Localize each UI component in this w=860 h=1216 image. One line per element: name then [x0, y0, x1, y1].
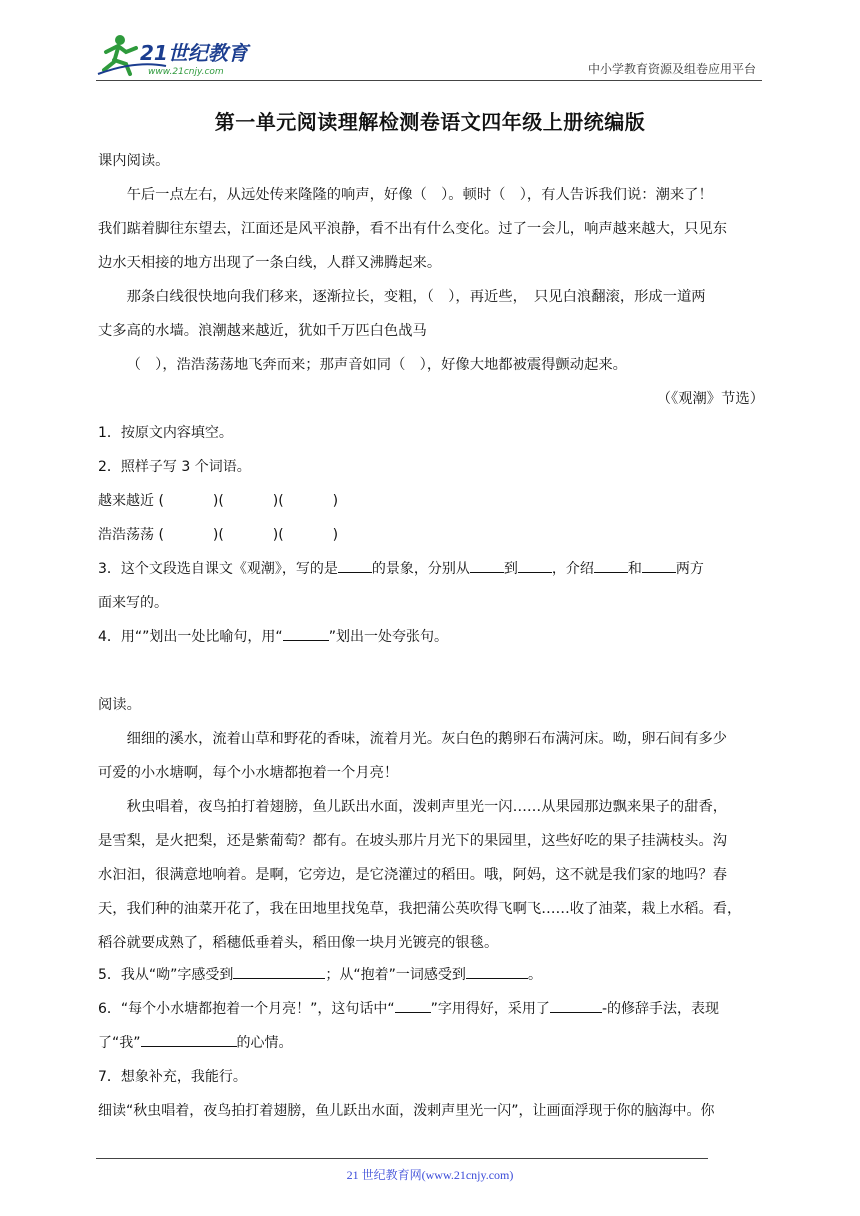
- question-text: ”划出一处比喻句，用“: [142, 629, 283, 645]
- answer-blank[interactable]: [338, 558, 372, 573]
- question-text: 6．“每个小水塘都抱着一个月亮！”，这句话中“: [98, 1001, 395, 1017]
- section2-passage-line: 天，我们种的油菜开花了，我在田地里找兔草，我把蒲公英吹得飞啊飞……收了油菜，栽上水稻。看，: [98, 901, 742, 917]
- logo-21cnjy: [96, 30, 276, 78]
- question-3-line-2: 面来写的。: [98, 595, 168, 611]
- underline-sample: [283, 626, 329, 641]
- section2-heading: 阅读。: [98, 697, 141, 713]
- passage-source: （《观潮》节选）: [656, 391, 764, 407]
- question-text: 3．这个文段选自课文《观潮》，写的是: [98, 561, 338, 577]
- answer-blank[interactable]: [233, 964, 325, 979]
- example-word: 越来越近: [98, 493, 154, 509]
- answer-blank[interactable]: [518, 558, 552, 573]
- question-text: -的修辞手法，表现: [601, 1001, 719, 1017]
- section2-passage-line: 细细的溪水，流着山草和野花的香味，流着月光。灰白色的鹅卵石布满河床。呦，卵石间有多少: [126, 731, 728, 747]
- page-title: 第一单元阅读理解检测卷语文四年级上册统编版: [214, 110, 646, 134]
- header-divider: [96, 80, 762, 81]
- section1-passage-line: 午后一点左右，从远处传来隆隆的响声，好像（ ）。顿时（ ），有人告诉我们说：潮来了！: [126, 187, 713, 203]
- example-word: 浩浩荡荡: [98, 527, 154, 543]
- question-text: 和: [627, 561, 642, 577]
- question-text: 两方: [675, 561, 704, 577]
- section1-heading: 课内阅读。: [98, 153, 170, 169]
- question-text: ；从“抱着”一词感受到: [325, 967, 466, 983]
- question-text: 。: [527, 967, 542, 983]
- answer-blank[interactable]: [395, 998, 431, 1013]
- section2-passage-line: 是雪梨，是火把梨，还是紫葡萄？都有。在坡头那片月光下的果园里，这些好吃的果子挂满枝头。沟: [98, 833, 728, 849]
- section2-passage-line: 水汩汩，很满意地响着。是啊，它旁边，是它浇灌过的稻田。哦，阿妈，这不就是我们家的地吗？春: [98, 867, 728, 883]
- question-2-row-a: [98, 484, 764, 518]
- answer-blank[interactable]: [594, 558, 628, 573]
- footer-divider: [96, 1158, 708, 1159]
- question-text: ，介绍: [551, 561, 594, 577]
- question-text: 了“我”: [98, 1035, 141, 1051]
- section1-passage-line: 丈多高的水墙。浪潮越来越近，犹如千万匹白色战马: [98, 323, 427, 339]
- answer-slots[interactable]: ( )( )( ): [158, 527, 339, 543]
- footer-link[interactable]: 21 世纪教育网(www.21cnjy.com): [346, 1168, 514, 1182]
- section2-passage-line: 秋虫唱着，夜鸟拍打着翅膀，鱼儿跃出水面，泼剌声里光一闪……从果园那边飘来果子的甜香，: [126, 799, 728, 815]
- question-6: [98, 992, 764, 1026]
- section1-passage-line: （ ），浩浩荡荡地飞奔而来；那声音如同（ ），好像大地都被震得颤动起来。: [126, 357, 627, 373]
- question-3: [98, 552, 764, 586]
- question-text: ”字用得好，采用了: [430, 1001, 550, 1017]
- page-header: [96, 30, 762, 80]
- section1-passage-line: 边水天相接的地方出现了一条白线，人群又沸腾起来。: [98, 255, 442, 271]
- question-text: 的心情。: [236, 1035, 293, 1051]
- section1-passage-line: 那条白线很快地向我们移来，逐渐拉长，变粗，（ ），再近些， 只见白浪翻滚，形成一道两: [126, 289, 706, 305]
- answer-slots[interactable]: ( )( )( ): [158, 493, 339, 509]
- logo-text: 21世纪教育: [140, 41, 248, 65]
- section2-passage-line: 稻谷就要成熟了，稻穗低垂着头，稻田像一块月光镀亮的银毯。: [98, 935, 499, 951]
- question-text: 5．我从“呦”字感受到: [98, 967, 234, 983]
- question-text: ”划出一处夸张句。: [328, 629, 448, 645]
- question-text: 4．用“: [98, 629, 143, 645]
- question-1: 1．按原文内容填空。: [98, 425, 233, 441]
- answer-blank[interactable]: [470, 558, 504, 573]
- answer-blank[interactable]: [141, 1032, 237, 1047]
- question-2: 2．照样子写 3 个词语。: [98, 459, 251, 475]
- question-7: 7．想象补充，我能行。: [98, 1069, 247, 1085]
- question-6-line-2: [98, 1026, 764, 1060]
- question-4: [98, 620, 764, 654]
- question-text: 的景象，分别从: [371, 561, 470, 577]
- question-5: [98, 958, 764, 992]
- logo-url: www.21cnjy.com: [148, 67, 224, 77]
- question-2-row-b: [98, 518, 764, 552]
- section1-passage-line: 我们踮着脚往东望去，江面还是风平浪静，看不出有什么变化。过了一会儿，响声越来越大，只见东: [98, 221, 728, 237]
- answer-blank[interactable]: [466, 964, 528, 979]
- platform-name: 中小学教育资源及组卷应用平台: [587, 62, 756, 76]
- section2-passage-line: 可爱的小水塘啊，每个小水塘都抱着一个月亮！: [98, 765, 399, 781]
- question-text: 到: [503, 561, 518, 577]
- answer-blank[interactable]: [642, 558, 676, 573]
- answer-blank[interactable]: [550, 998, 602, 1013]
- question-7-line-2: 细读“秋虫唱着，夜鸟拍打着翅膀，鱼儿跃出水面，泼剌声里光一闪”，让画面浮现于你的脑海中。你: [98, 1103, 715, 1119]
